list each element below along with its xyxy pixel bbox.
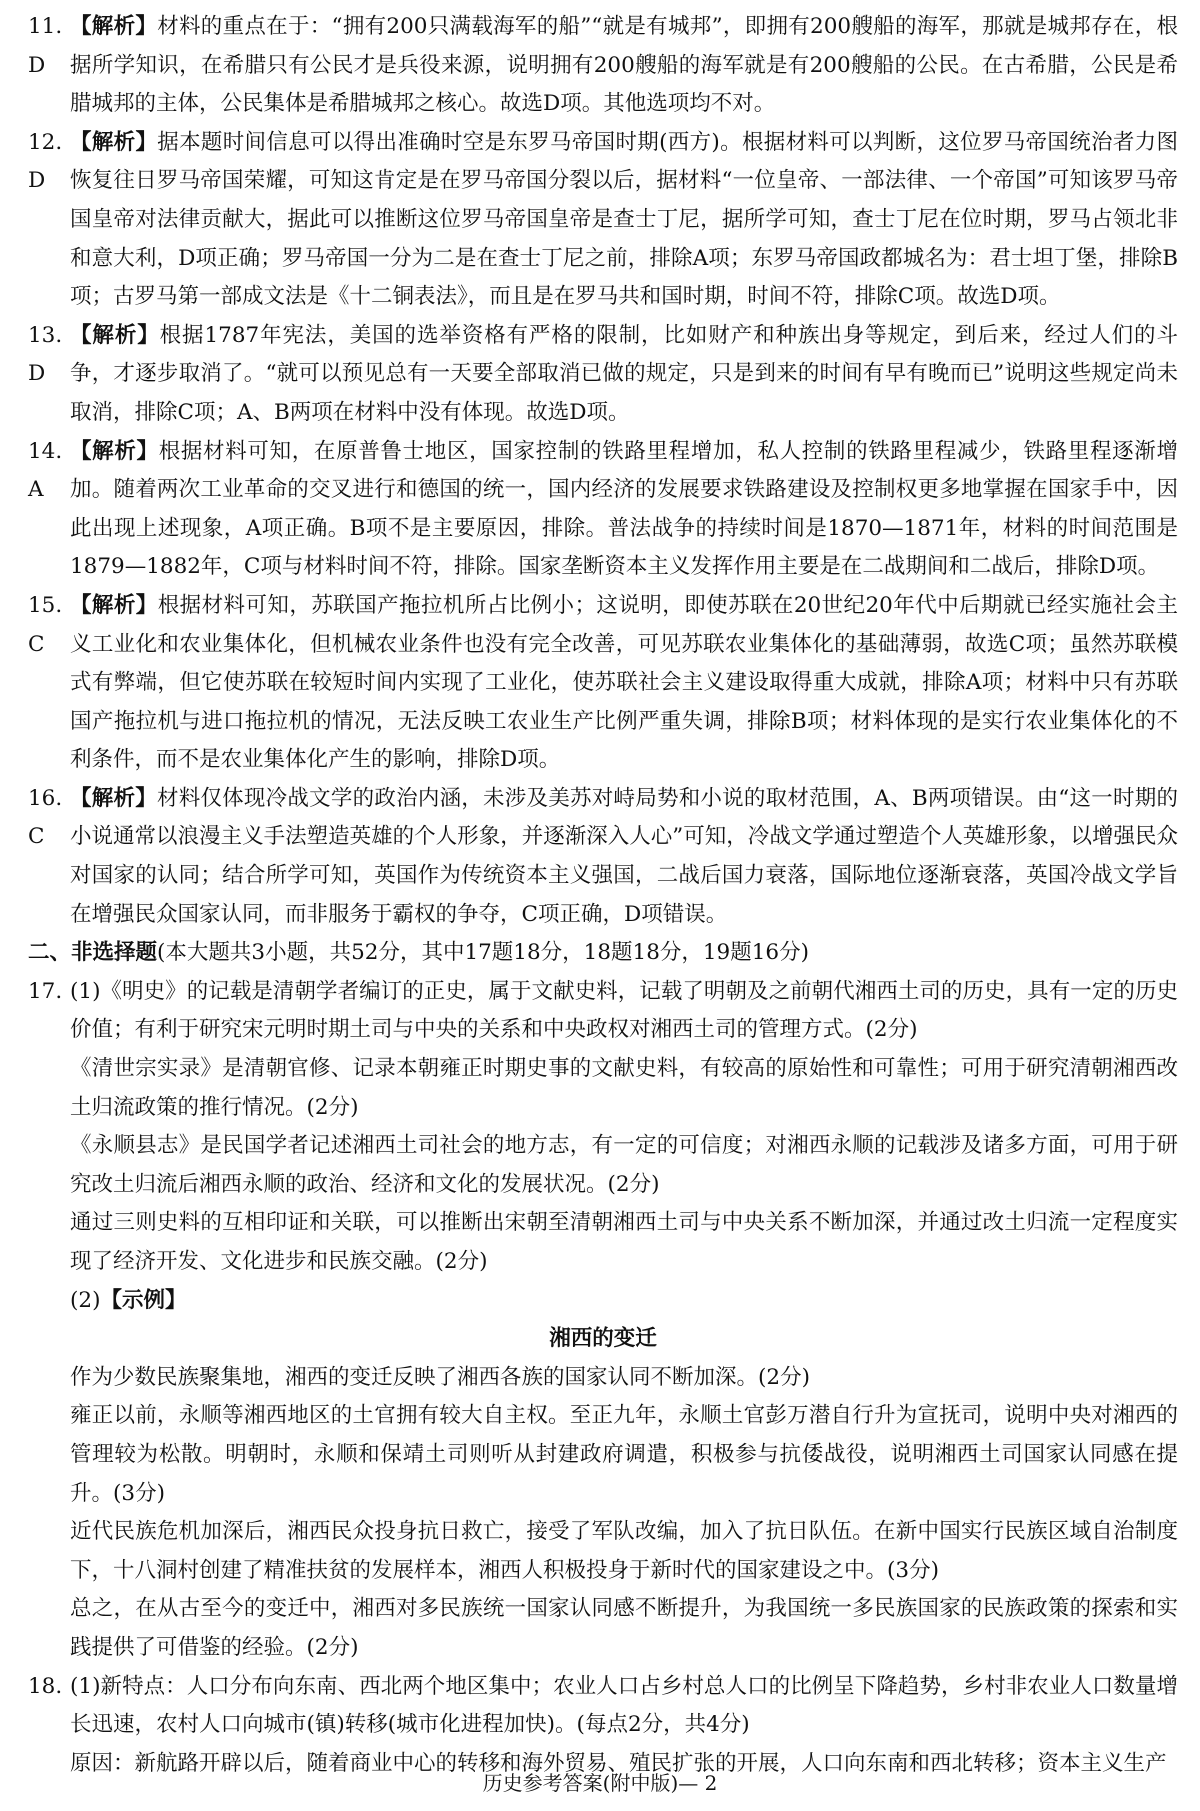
answer-number: 14. A — [28, 438, 63, 503]
analysis-text: 根据材料可知，在原普鲁士地区，国家控制的铁路里程增加，私人控制的铁路里程减少，铁路里程逐渐增加。随着两次工业革命的交叉进行和德国的统一，国内经济的发展要求铁路建设及控制权更多地掌握在国家手中，因此出现上述现象，A项正确。B项不是主要原因，排除。普法战争的持续时间是1870—1871年，材料的时间范围是1879—1882年，C项与材料时间不符，排除。国家垄断资本主义发挥作用主要是在二战期间和二战后，排除D项。 — [70, 438, 1178, 580]
answer-content — [28, 8, 1178, 1783]
part-label: (2) — [70, 1287, 101, 1313]
section-heading-nonchoice — [28, 934, 1178, 973]
analysis-text: 材料的重点在于：“拥有200只满载海军的船”“就是有城邦”，即拥有200艘船的海军，那就是城邦存在，根据所学知识，在希腊只有公民才是兵役来源，说明拥有200艘船的海军就是有200艘船的公民。在古希腊，公民是希腊城邦的主体，公民集体是希腊城邦之核心。故选D项。其他选项均不对。 — [70, 14, 1178, 117]
analysis-tag: 【解析】 — [70, 438, 159, 464]
q18-paragraph-2: 原因：新航路开辟以后，随着商业中心的转移和海外贸易、殖民扩张的开展，人口向东南和西北转移；资本主义生产 — [70, 1750, 1167, 1776]
analysis-tag: 【解析】 — [70, 592, 158, 618]
analysis-tag: 【解析】 — [70, 14, 158, 39]
answer-13 — [28, 317, 1178, 433]
answer-18-part1 — [28, 1668, 1178, 1745]
analysis-text: 材料仅体现冷战文学的政治内涵，未涉及美苏对峙局势和小说的取材范围，A、B两项错误。由“这一时期的小说通常以浪漫主义手法塑造英雄的个人形象，并逐渐深入人心”可知，冷战文学通过塑造个人英雄形象，以增强民众对国家的认同；结合所学可知，英国作为传统资本主义强国，二战后国力衰落，国际地位逐渐衰落，英国冷战文学旨在增强民众国家认同，而非服务于霸权的争夺，C项正确，D项错误。 — [70, 785, 1178, 927]
answer-number: 13. D — [28, 322, 63, 387]
section-heading-label: 二、非选择题 — [28, 940, 158, 966]
essay-title: 湘西的变迁 — [549, 1326, 657, 1352]
answer-16 — [28, 780, 1178, 934]
analysis-text: 据本题时间信息可以得出准确时空是东罗马帝国时期(西方)。根据材料可以判断，这位罗马帝国统治者力图恢复往日罗马帝国荣耀，可知这肯定是在罗马帝国分裂以后，据材料“一位皇帝、一部法律、一个帝国”可知该罗马帝国皇帝对法律贡献大，据此可以推断这位罗马帝国皇帝是查士丁尼，据所学可知，查士丁尼在位时期，罗马占领北非和意大利，D项正确；罗马帝国一分为二是在查士丁尼之前，排除A项；东罗马帝国政都城名为：君士坦丁堡，排除B项；古罗马第一部成文法是《十二铜表法》，而且是在罗马共和国时期，时间不符，排除C项。故选D项。 — [70, 129, 1178, 310]
example-tag: 【示例】 — [100, 1287, 187, 1313]
answer-number: 12. D — [28, 129, 63, 194]
essay-paragraph-2: 雍正以前，永顺等湘西地区的土官拥有较大自主权。至正九年，永顺土官彭万潜自行升为宣抚司，说明中央对湘西的管理较为松散。明朝时，永顺和保靖土司则听从封建政府调遣，积极参与抗倭战役，说明湘西土司国家认同感在提升。(3分) — [70, 1403, 1178, 1506]
analysis-tag: 【解析】 — [70, 785, 157, 811]
q18-paragraph-1: 新特点：人口分布向东南、西北两个地区集中；农业人口占乡村总人口的比例呈下降趋势，乡村非农业人口数量增长迅速，农村人口向城市(镇)转移(城市化进程加快)。(每点2分，共4分) — [70, 1673, 1178, 1738]
analysis-tag: 【解析】 — [70, 322, 160, 348]
q17-paragraph-3: 《永顺县志》是民国学者记述湘西土司社会的地方志，有一定的可信度；对湘西永顺的记载涉及诸多方面，可用于研究改土归流后湘西永顺的政治、经济和文化的发展状况。(2分) — [70, 1133, 1178, 1197]
answer-number: 15. C — [28, 592, 63, 657]
essay-paragraph-1: 作为少数民族聚集地，湘西的变迁反映了湘西各族的国家认同不断加深。(2分) — [70, 1364, 810, 1390]
analysis-text: 根据材料可知，苏联国产拖拉机所占比例小；这说明，即使苏联在20世纪20年代中后期就已经实施社会主义工业化和农业集体化，但机械农业条件也没有完全改善，可见苏联农业集体化的基础薄弱，故选C项；虽然苏联模式有弊端，但它使苏联在较短时间内实现了工业化，使苏联社会主义建设取得重大成就，排除A项；材料中只有苏联国产拖拉机与进口拖拉机的情况，无法反映工农业生产比例严重失调，排除B项；材料体现的是实行农业集体化的不利条件，而不是农业集体化产生的影响，排除D项。 — [70, 592, 1178, 773]
essay-paragraph-4: 总之，在从古至今的变迁中，湘西对多民族统一国家认同感不断提升，为我国统一多民族国家的民族政策的探索和实践提供了可借鉴的经验。(2分) — [70, 1596, 1178, 1660]
q17-paragraph-2: 《清世宗实录》是清朝官修、记录本朝雍正时期史事的文献史料，有较高的原始性和可靠性；可用于研究清朝湘西改土归流政策的推行情况。(2分) — [70, 1056, 1178, 1120]
answer-14 — [28, 433, 1178, 587]
answer-number: 18. — [28, 1673, 63, 1699]
answer-page — [28, 8, 1178, 1783]
section-heading-note: (本大题共3小题，共52分，其中17题18分，18题18分，19题16分) — [157, 940, 809, 966]
answer-12 — [28, 124, 1178, 317]
q17-paragraph-1: 《明史》的记载是清朝学者编订的正史，属于文献史料，记载了明朝及之前朝代湘西土司的历史，具有一定的历史价值；有利于研究宋元明时期土司与中央的关系和中央政权对湘西土司的管理方式。(2分) — [70, 978, 1178, 1043]
analysis-tag: 【解析】 — [70, 129, 158, 155]
answer-17-part1 — [28, 973, 1178, 1050]
answer-number: 16. C — [28, 785, 63, 850]
answer-number: 11. D — [28, 14, 63, 78]
part-label: (1) — [70, 1673, 101, 1699]
page-footer: 历史参考答案(附中版)— 2 — [482, 1771, 718, 1795]
part-label: (1) — [70, 978, 101, 1004]
answer-15 — [28, 587, 1178, 780]
essay-paragraph-3: 近代民族危机加深后，湘西民众投身抗日救亡，接受了军队改编，加入了抗日队伍。在新中国实行民族区域自治制度下，十八洞村创建了精准扶贫的发展样本，湘西人积极投身于新时代的国家建设之中。(3分) — [70, 1519, 1178, 1583]
q17-part2-label-line — [28, 1282, 1178, 1321]
answer-11 — [28, 8, 1178, 124]
analysis-text: 根据1787年宪法，美国的选举资格有严格的限制，比如财产和种族出身等规定，到后来，经过人们的斗争，才逐步取消了。“就可以预见总有一天要全部取消已做的规定，只是到来的时间有早有晚而已”说明这些规定尚未取消，排除C项；A、B两项在材料中没有体现。故选D项。 — [70, 322, 1178, 425]
q17-paragraph-4: 通过三则史料的互相印证和关联，可以推断出宋朝至清朝湘西土司与中央关系不断加深，并通过改土归流一定程度实现了经济开发、文化进步和民族交融。(2分) — [70, 1210, 1178, 1274]
answer-number: 17. — [28, 978, 63, 1004]
